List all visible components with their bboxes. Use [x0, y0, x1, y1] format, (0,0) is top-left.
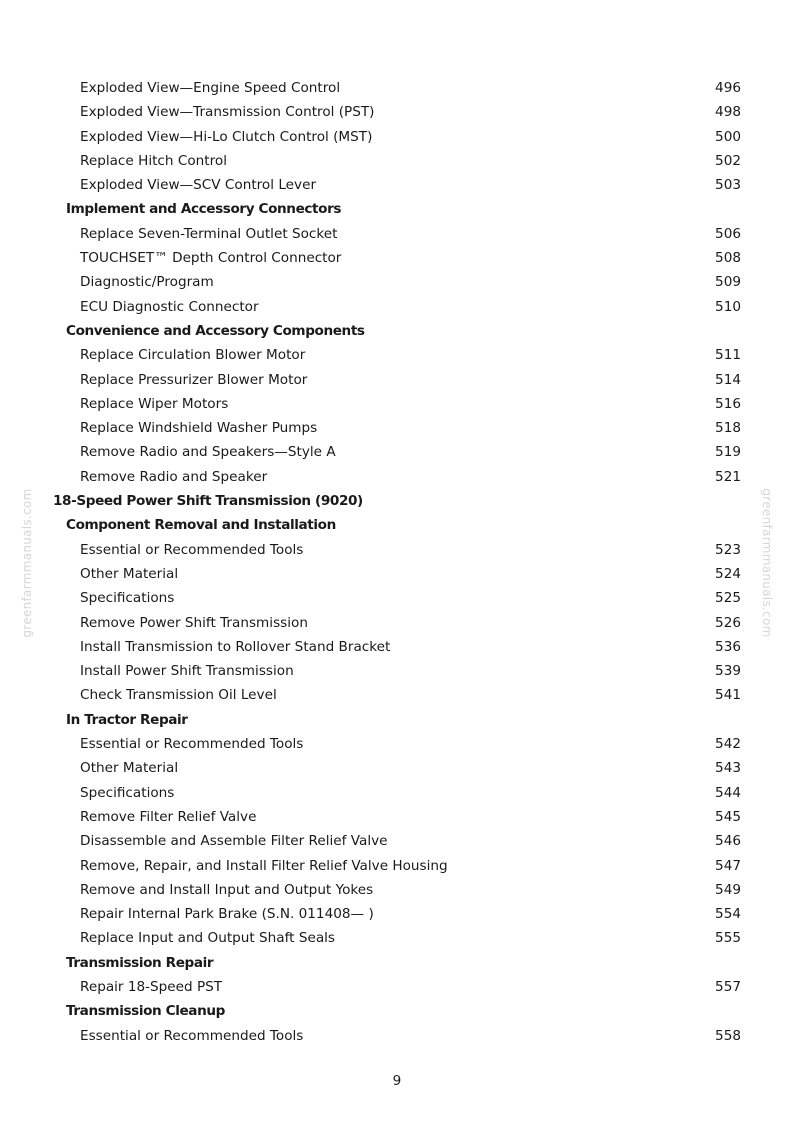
toc-entry[interactable]	[0, 222, 794, 246]
toc-entry[interactable]	[0, 854, 794, 878]
toc-entry-page-number: 509	[715, 274, 741, 291]
toc-entry[interactable]	[0, 76, 794, 100]
toc-entry-title: Replace Circulation Blower Motor	[80, 347, 306, 364]
toc-entry[interactable]	[0, 295, 794, 319]
toc-entry-title: Replace Seven-Terminal Outlet Socket	[80, 225, 338, 242]
watermark-right: greenfarmmanuals.com	[760, 488, 774, 638]
toc-entry-title: Replace Wiper Motors	[80, 395, 229, 412]
toc-entry-page-number: 541	[715, 687, 741, 704]
toc-entry-page-number: 503	[715, 177, 741, 194]
toc-entry-page-number: 511	[715, 347, 741, 364]
toc-entry-page-number: 536	[715, 638, 741, 655]
toc-entry-title: Remove Power Shift Transmission	[80, 614, 308, 631]
toc-entry[interactable]	[0, 635, 794, 659]
toc-entry-page-number: 498	[715, 104, 741, 121]
toc-entry-page-number: 554	[715, 906, 741, 923]
toc-entry-title: Remove Radio and Speaker	[80, 468, 268, 485]
toc-entry[interactable]	[0, 1024, 794, 1048]
toc-entry-title: Exploded View—Engine Speed Control	[80, 80, 341, 96]
toc-entry[interactable]	[0, 926, 794, 950]
toc-entry-page-number: 524	[715, 565, 741, 582]
toc-entry[interactable]	[0, 659, 794, 683]
toc-entry[interactable]	[0, 902, 794, 926]
toc-entry[interactable]	[0, 416, 794, 440]
toc-entry[interactable]	[0, 756, 794, 780]
toc-entry[interactable]	[0, 125, 794, 149]
toc-entry-title: Exploded View—Hi-Lo Clutch Control (MST)	[80, 128, 373, 145]
toc-entry-page-number: 519	[715, 444, 741, 461]
toc-entry-title: Essential or Recommended Tools	[80, 1027, 304, 1044]
page-number: 9	[392, 1073, 402, 1089]
toc-entry-page-number: 518	[715, 420, 741, 437]
toc-entry-page-number: 542	[715, 736, 741, 753]
toc-entry[interactable]	[0, 781, 794, 805]
toc-entry-page-number: 521	[715, 468, 741, 485]
toc-entry-page-number: 539	[715, 663, 741, 680]
toc-entry-title: Replace Pressurizer Blower Motor	[80, 371, 308, 388]
toc-entry-title: Remove, Repair, and Install Filter Relief Valve Housing	[80, 857, 448, 874]
toc-section-heading[interactable]	[0, 513, 794, 537]
toc-entry-title: Exploded View—Transmission Control (PST)	[80, 104, 375, 121]
toc-entry-title: Transmission Cleanup	[66, 1003, 225, 1020]
toc-entry-page-number: 496	[715, 80, 741, 96]
toc-entry-page-number: 502	[715, 152, 741, 169]
toc-entry-page-number: 500	[715, 128, 741, 145]
toc-entry-title: In Tractor Repair	[66, 711, 188, 728]
toc-entry-page-number: 526	[715, 614, 741, 631]
toc-entry[interactable]	[0, 683, 794, 707]
toc-entry[interactable]	[0, 149, 794, 173]
toc-entry-page-number: 506	[715, 225, 741, 242]
table-of-contents	[0, 76, 794, 1048]
toc-entry[interactable]	[0, 586, 794, 610]
toc-entry-title: Specifications	[80, 784, 175, 801]
toc-entry[interactable]	[0, 805, 794, 829]
toc-entry-page-number: 546	[715, 833, 741, 850]
toc-entry-title: Other Material	[80, 760, 179, 777]
toc-entry-title: TOUCHSET™ Depth Control Connector	[80, 250, 342, 267]
toc-entry[interactable]	[0, 368, 794, 392]
toc-entry-title: Remove Filter Relief Valve	[80, 808, 257, 825]
toc-entry[interactable]	[0, 270, 794, 294]
toc-entry-title: Component Removal and Installation	[66, 517, 336, 534]
toc-entry-title: Other Material	[80, 565, 179, 582]
toc-section-heading[interactable]	[0, 197, 794, 221]
toc-entry-title: Exploded View—SCV Control Lever	[80, 177, 317, 194]
toc-section-heading[interactable]	[0, 999, 794, 1023]
toc-entry[interactable]	[0, 246, 794, 270]
toc-entry-page-number: 543	[715, 760, 741, 777]
toc-entry-title: Implement and Accessory Connectors	[66, 201, 342, 218]
toc-entry-title: Essential or Recommended Tools	[80, 736, 304, 753]
toc-entry[interactable]	[0, 538, 794, 562]
toc-entry[interactable]	[0, 465, 794, 489]
toc-entry[interactable]	[0, 878, 794, 902]
toc-entry-title: Specifications	[80, 590, 175, 607]
toc-entry-page-number: 523	[715, 541, 741, 558]
toc-entry-title: 18-Speed Power Shift Transmission (9020)	[53, 493, 363, 510]
toc-section-heading[interactable]	[0, 489, 794, 513]
toc-entry-title: Replace Input and Output Shaft Seals	[80, 930, 336, 947]
toc-entry[interactable]	[0, 440, 794, 464]
watermark-left: greenfarmmanuals.com	[20, 488, 34, 638]
toc-entry-page-number: 555	[715, 930, 741, 947]
toc-entry-page-number: 547	[715, 857, 741, 874]
toc-section-heading[interactable]	[0, 319, 794, 343]
toc-entry-page-number: 510	[715, 298, 741, 315]
toc-entry-title: Repair 18-Speed PST	[80, 978, 223, 995]
toc-section-heading[interactable]	[0, 708, 794, 732]
toc-entry[interactable]	[0, 611, 794, 635]
toc-entry-title: Install Power Shift Transmission	[80, 663, 294, 680]
toc-entry[interactable]	[0, 100, 794, 124]
toc-entry-page-number: 516	[715, 395, 741, 412]
toc-entry-title: Remove Radio and Speakers—Style A	[80, 444, 336, 461]
toc-entry-title: Replace Hitch Control	[80, 152, 227, 169]
toc-entry-title: Essential or Recommended Tools	[80, 541, 304, 558]
toc-entry[interactable]	[0, 732, 794, 756]
toc-entry-title: Remove and Install Input and Output Yokes	[80, 881, 374, 898]
toc-entry-title: Replace Windshield Washer Pumps	[80, 420, 318, 437]
toc-entry-page-number: 545	[715, 808, 741, 825]
toc-entry-page-number: 558	[715, 1027, 741, 1044]
toc-entry-page-number: 544	[715, 784, 741, 801]
toc-section-heading[interactable]	[0, 951, 794, 975]
toc-entry[interactable]	[0, 392, 794, 416]
toc-entry-page-number: 557	[715, 978, 741, 995]
toc-entry-page-number: 514	[715, 371, 741, 388]
toc-entry[interactable]	[0, 173, 794, 197]
toc-entry-title: Repair Internal Park Brake (S.N. 011408— )	[80, 906, 374, 923]
toc-entry-title: Diagnostic/Program	[80, 274, 214, 291]
toc-entry-page-number: 508	[715, 250, 741, 267]
toc-entry[interactable]	[0, 829, 794, 853]
toc-entry-title: ECU Diagnostic Connector	[80, 298, 259, 315]
toc-entry-page-number: 549	[715, 881, 741, 898]
toc-entry-title: Disassemble and Assemble Filter Relief Valve	[80, 833, 388, 850]
toc-entry[interactable]	[0, 975, 794, 999]
toc-entry-title: Install Transmission to Rollover Stand Bracket	[80, 638, 391, 655]
toc-entry[interactable]	[0, 343, 794, 367]
toc-entry-page-number: 525	[715, 590, 741, 607]
toc-entry-title: Convenience and Accessory Components	[66, 322, 365, 339]
toc-entry-title: Transmission Repair	[66, 954, 214, 971]
toc-entry-title: Check Transmission Oil Level	[80, 687, 277, 704]
toc-entry[interactable]	[0, 562, 794, 586]
